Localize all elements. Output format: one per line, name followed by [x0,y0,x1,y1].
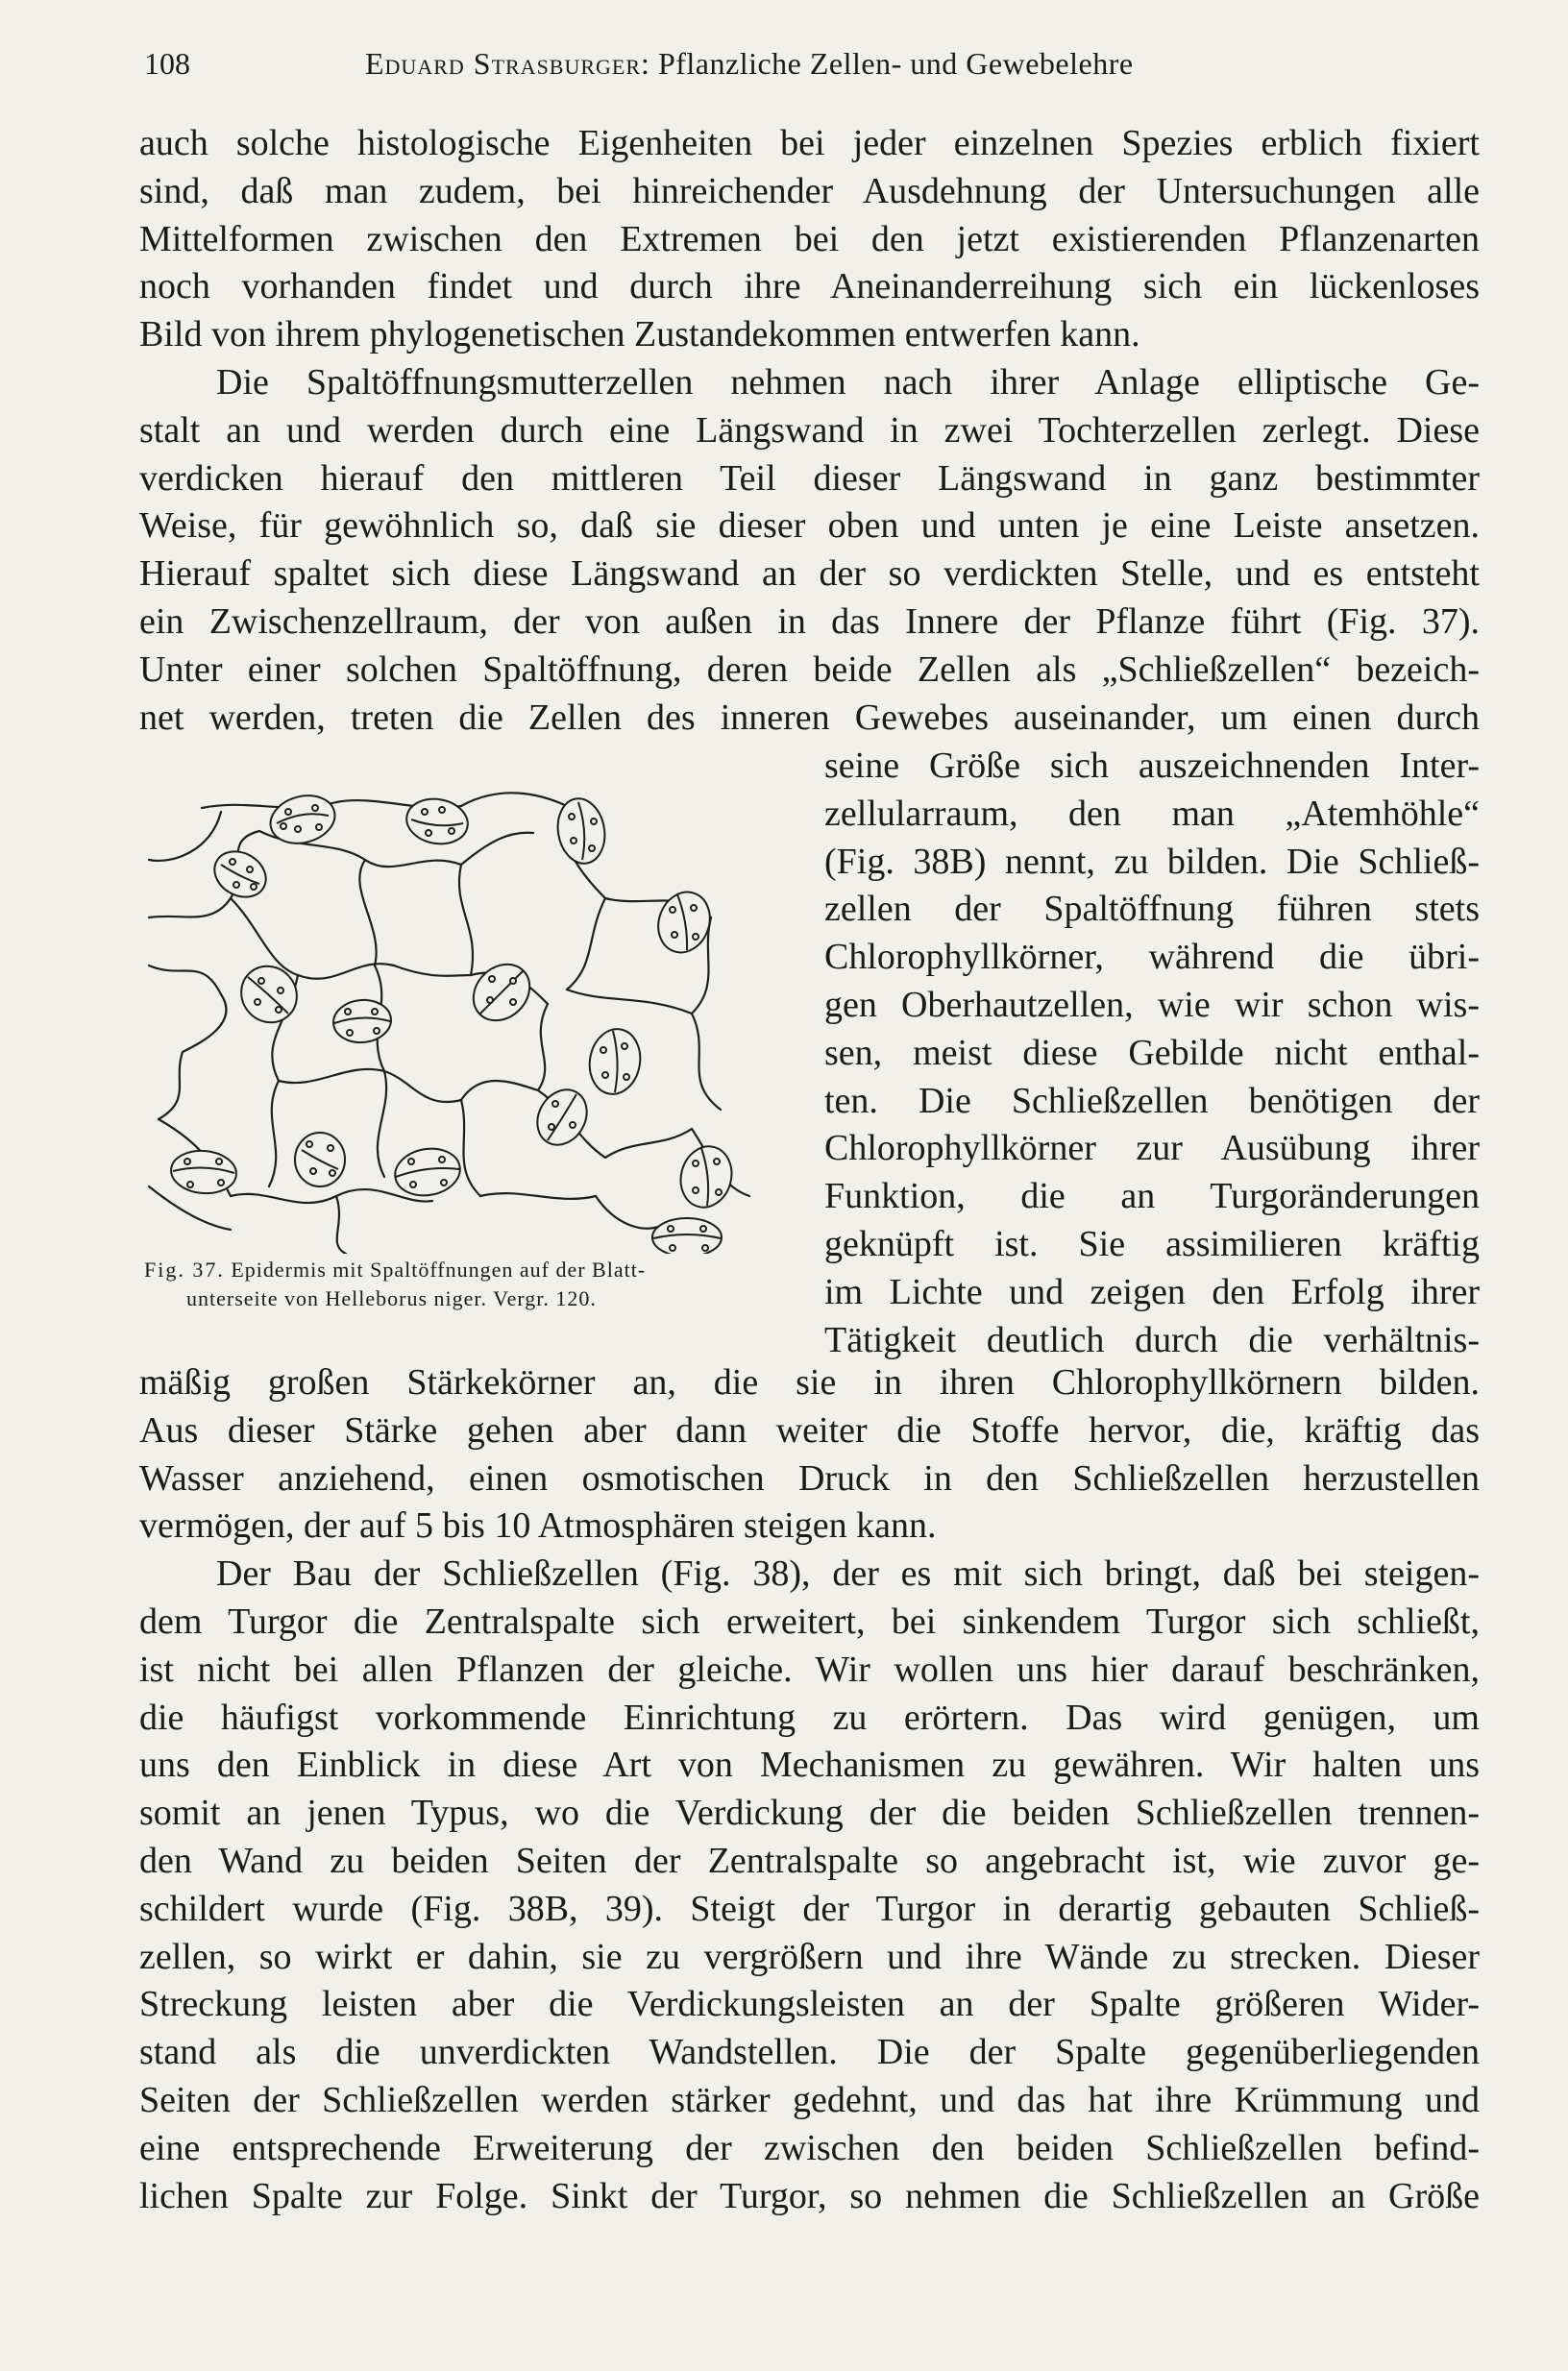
text-line: uns den Einblick in diese Art von Mechanismen zu gewähren. Wir halten uns [139,1745,1480,1786]
text-line: Wasser anziehend, einen osmotischen Druck in den Schließzellen herzustellen [139,1457,1480,1499]
paragraph [139,120,1480,359]
stoma-cell [207,843,274,906]
text-line: Tätigkeit deutlich durch die verhältnis- [824,1319,1480,1360]
epidermis-illustration [144,773,778,1254]
text-line: sen, meist diese Gebilde nicht enthal- [824,1032,1480,1073]
text-line: vermögen, der auf 5 bis 10 Atmosphären steigen kann. [139,1505,937,1547]
text-line: Chlorophyllkörner, während die übri- [824,937,1480,978]
text-line: (Fig. 38B) nennt, zu bilden. Die Schließ- [824,841,1480,882]
figure-caption [144,1256,778,1313]
text-line: seine Größe sich auszeichnenden Inter- [824,746,1480,786]
text-line: geknüpft ist. Sie assimilieren kräftig [824,1223,1480,1264]
text-line: verdicken hierauf den mittleren Teil dieser Längswand in ganz bestimmter [139,457,1480,499]
stoma-cell [403,794,471,848]
text-line: die häufigst vorkommende Einrichtung zu erörtern. Das wird genügen, um [139,1697,1480,1738]
text-line: ten. Die Schließzellen benötigen der [824,1080,1480,1121]
caption-line: Epidermis mit Spaltöffnungen auf der Blatt- [231,1258,647,1282]
text-line: Streckung leisten aber die Verdickungsleisten an der Spalte größeren Wider- [139,1984,1480,2025]
page-number: 108 [144,46,190,81]
text-line: net werden, treten die Zellen des inneren Gewebes auseinander, um einen durch [139,697,1480,738]
paragraph [139,1551,1480,2220]
stoma-cell [265,789,340,850]
text-line: Hierauf spaltet sich diese Längswand an der so verdickten Stelle, und es entsteht [139,553,1480,595]
running-title: Eduard Strasburger: Pflanzliche Zellen- und Gewebelehre [365,46,1134,81]
stoma-cell [230,955,307,1034]
stoma-cell [391,1143,463,1200]
stoma-cell [652,1218,722,1254]
caption-line: unterseite von Helleborus niger. Vergr. 120. [186,1286,597,1310]
text-line: ist nicht bei allen Pflanzen der gleiche. Wir wollen uns hier darauf beschränken, [139,1649,1480,1690]
stoma-cell [527,1081,597,1154]
text-line: Seiten der Schließzellen werden stärker gedehnt, und das hat ihre Krümmung und [139,2079,1480,2120]
text-line: schildert wurde (Fig. 38B, 39). Steigt der Turgor in derartig gebauten Schließ- [139,1888,1480,1929]
text-line: zellen der Spaltöffnung führen stets [824,889,1480,930]
body-text-bottom [139,1359,1480,2220]
running-header [144,46,1470,94]
stoma-cell [331,997,393,1044]
stoma-cell [295,1133,345,1186]
guard-cells [169,789,738,1254]
text-line: den Wand zu beiden Seiten der Zentralspalte so angebracht ist, wie zuvor ge- [139,1840,1480,1881]
paragraph [139,1359,1480,1551]
text-line: zellen, so wirkt er dahin, sie zu vergrößern und ihre Wände zu strecken. Dieser [139,1936,1480,1977]
text-line: mäßig großen Stärkekörner an, die sie in ihren Chlorophyllkörnern bilden. [139,1362,1480,1403]
text-line: Funktion, die an Turgoränderungen [824,1176,1480,1217]
body-text-top [139,120,1480,742]
running-author: Eduard Strasburger [365,46,642,81]
text-line: Mittelformen zwischen den Extremen bei den jetzt existierenden Pflanzenarten [139,218,1480,259]
caption-label: Fig. 37. [144,1258,225,1282]
text-line: Die Spaltöffnungsmutterzellen nehmen nach ihrer Anlage elliptische Ge- [216,361,1480,403]
text-line: Bild von ihrem phylogenetischen Zustandekommen entwerfen kann. [139,314,1140,355]
stoma-cell [674,1140,739,1212]
text-line: im Lichte und zeigen den Erfolg ihrer [824,1271,1480,1312]
stoma-cell [462,953,541,1032]
text-line: zellularraum, den man „Atemhöhle“ [824,793,1480,834]
text-line: auch solche histologische Eigenheiten bei jeder einzelnen Spezies erblich fixiert [139,123,1480,163]
text-line: ein Zwischenzellraum, der von außen in das Innere der Pflanze führt (Fig. 37). [139,600,1480,642]
text-line: stand als die unverdickten Wandstellen. Die der Spalte gegenüberliegenden [139,2032,1480,2073]
text-line: dem Turgor die Zentralspalte sich erweitert, bei sinkendem Turgor sich schließt, [139,1601,1480,1642]
text-line: stalt an und werden durch eine Längswand in zwei Tochterzellen zerlegt. Diese [139,409,1480,451]
paragraph [824,743,1480,1364]
text-line: Weise, für gewöhnlich so, daß sie dieser oben und unten je eine Leiste ansetzen. [139,505,1480,547]
text-line: sind, daß man zudem, bei hinreichender Ausdehnung der Untersuchungen alle [139,170,1480,211]
stoma-cell [552,794,609,867]
text-line: Unter einer solchen Spaltöffnung, deren beide Zellen als „Schließzellen“ bezeich- [139,648,1480,690]
text-line: Aus dieser Stärke gehen aber dann weiter die Stoffe hervor, die, kräftig das [139,1409,1480,1451]
stoma-cell [584,1025,645,1098]
text-line: Der Bau der Schließzellen (Fig. 38), der es mit sich bringt, daß bei steigen- [216,1553,1480,1595]
paragraph [139,359,1480,742]
text-line: lichen Spalte zur Folge. Sinkt der Turgor, so nehmen die Schließzellen an Größe [139,2175,1480,2216]
text-line: eine entsprechende Erweiterung der zwischen den beiden Schließzellen befind- [139,2127,1480,2168]
figure-37-epidermis-drawing [144,773,778,1254]
text-line: gen Oberhautzellen, wie wir schon wis- [824,984,1480,1025]
book-title: Pflanzliche Zellen- und Gewebelehre [657,46,1134,81]
body-text-beside-figure [824,743,1480,1364]
text-line: noch vorhanden findet und durch ihre Aneinanderreihung sich ein lückenloses [139,266,1480,307]
text-line: somit an jenen Typus, wo die Verdickung der die beiden Schließzellen trennen- [139,1793,1480,1834]
text-line: Chlorophyllkörner zur Ausübung ihrer [824,1128,1480,1169]
